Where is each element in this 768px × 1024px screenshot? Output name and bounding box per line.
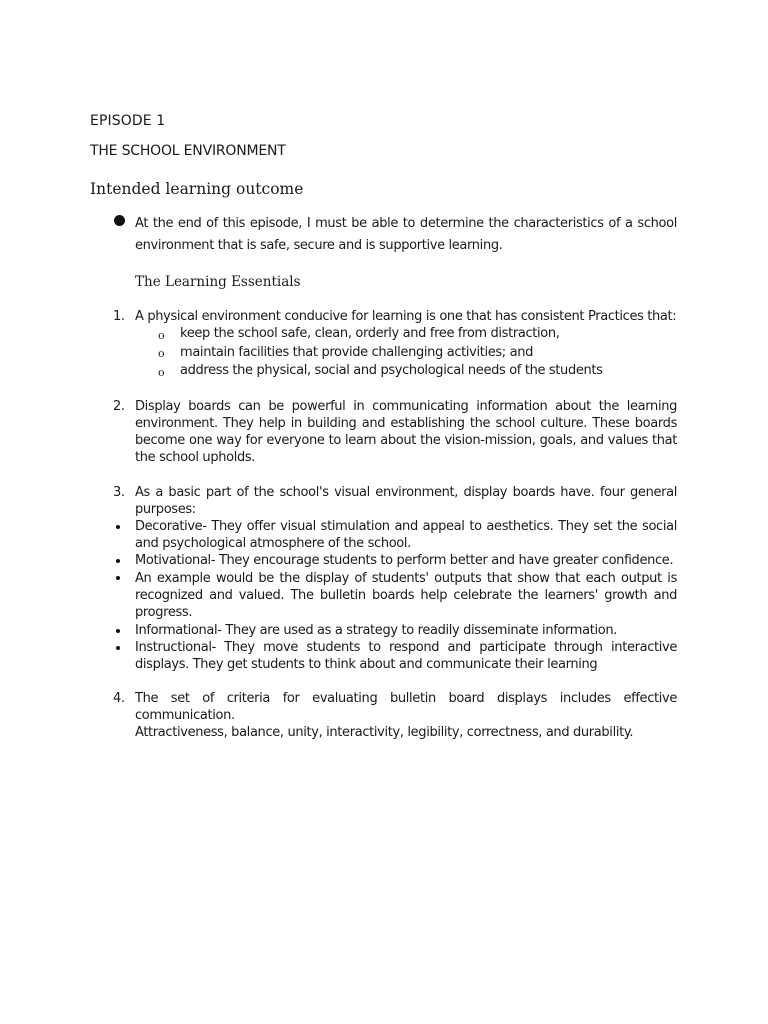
list-item-text: recognized and valued. The bulletin boards help celebrate the learners' growth and	[135, 588, 677, 603]
intended-outcome-heading: Intended learning outcome	[90, 180, 304, 198]
sub-list-item: maintain facilities that provide challenging activities; and	[180, 345, 534, 360]
episode-label: EPISODE 1	[90, 113, 166, 129]
sub-bullet-icon: o	[158, 329, 165, 342]
list-item-text: Attractiveness, balance, unity, interactivity, legibility, correctness, and durability.	[135, 725, 634, 740]
intended-outcome-text: environment that is safe, secure and is supportive learning.	[135, 238, 503, 253]
bullet-icon	[114, 215, 125, 226]
list-item-text: The set of criteria for evaluating bulletin board displays includes effective	[135, 691, 677, 706]
sub-list-item: address the physical, social and psychological needs of the students	[180, 363, 603, 378]
list-item-text: purposes:	[135, 502, 196, 517]
list-number: 1.	[113, 309, 125, 324]
sub-bullet-icon: o	[158, 347, 165, 360]
list-item-text: and psychological atmosphere of the school.	[135, 536, 411, 551]
list-item-text: environment. They help in building and establishing the school culture. These boards	[135, 416, 677, 431]
sub-bullet-icon: o	[158, 366, 165, 379]
list-item-text: Decorative- They offer visual stimulation and appeal to aesthetics. They set the social	[135, 519, 677, 534]
list-number: 4.	[113, 691, 125, 706]
list-item-text: the school upholds.	[135, 450, 256, 465]
list-item-text: A physical environment conducive for learning is one that has consistent Practices that:	[135, 309, 677, 324]
list-number: 2.	[113, 399, 125, 414]
bullet-icon	[116, 646, 120, 650]
list-item-text: An example would be the display of students' outputs that show that each output is	[135, 571, 677, 586]
list-item-text: Motivational- They encourage students to perform better and have greater confidence.	[135, 553, 674, 568]
list-item-text: Instructional- They move students to respond and participate through interactive	[135, 640, 677, 655]
list-item-text: displays. They get students to think about and communicate their learning	[135, 657, 598, 672]
bullet-icon	[116, 559, 120, 563]
intended-outcome-text: At the end of this episode, I must be able to determine the characteristics of a school	[135, 216, 677, 231]
list-number: 3.	[113, 485, 125, 500]
list-item-text: As a basic part of the school's visual environment, display boards have. four general	[135, 485, 677, 500]
bullet-icon	[116, 525, 120, 529]
list-item-text: Display boards can be powerful in communicating information about the learning	[135, 399, 677, 414]
list-item-text: Informational- They are used as a strategy to readily disseminate information.	[135, 623, 618, 638]
sub-list-item: keep the school safe, clean, orderly and free from distraction,	[180, 326, 560, 341]
list-item-text: become one way for everyone to learn about the vision-mission, goals, and values that	[135, 433, 677, 448]
bullet-icon	[116, 629, 120, 633]
episode-title: THE SCHOOL ENVIRONMENT	[90, 143, 286, 159]
bullet-icon	[116, 576, 120, 580]
list-item-text: communication.	[135, 708, 235, 723]
list-item-text: progress.	[135, 605, 193, 620]
learning-essentials-heading: The Learning Essentials	[135, 274, 301, 290]
